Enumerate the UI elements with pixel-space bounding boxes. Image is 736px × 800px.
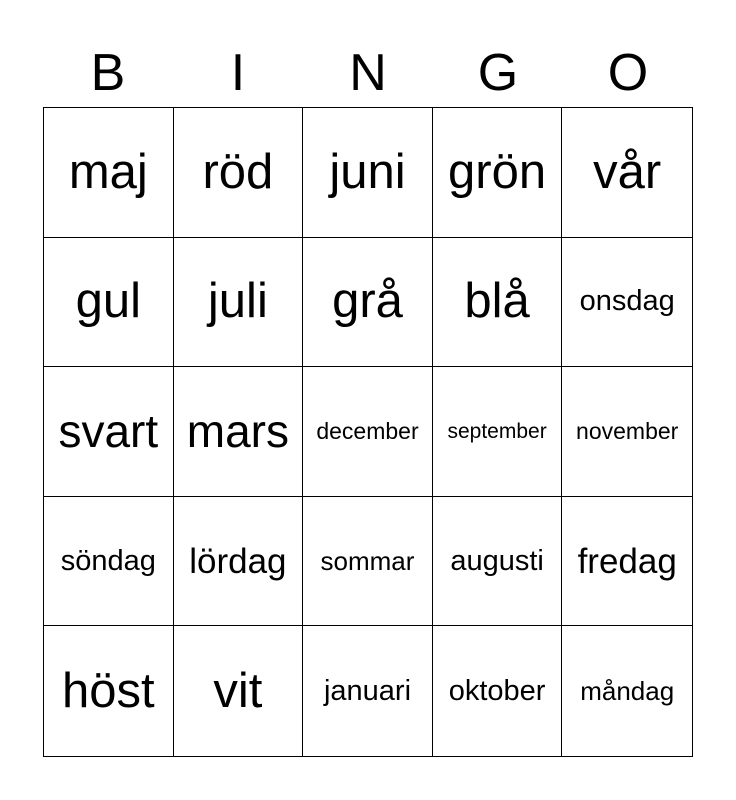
cell-label: måndag <box>580 676 675 707</box>
bingo-cell[interactable] <box>44 367 174 497</box>
bingo-cell[interactable] <box>433 367 563 497</box>
cell-label: augusti <box>450 544 544 577</box>
bingo-header <box>43 40 693 106</box>
cell-label: vår <box>593 144 662 199</box>
header-letter-n: N <box>349 44 387 102</box>
bingo-board <box>43 107 693 757</box>
header-letter-i: I <box>230 44 246 102</box>
cell-label: onsdag <box>579 285 675 318</box>
header-letter-g: G <box>477 44 519 102</box>
cell-label: december <box>316 417 419 444</box>
cell-label: september <box>447 419 547 443</box>
bingo-cell[interactable] <box>433 238 563 368</box>
bingo-cell[interactable] <box>562 626 692 756</box>
cell-label: november <box>576 417 679 444</box>
bingo-cell[interactable] <box>562 497 692 627</box>
cell-label: januari <box>323 674 412 707</box>
bingo-cell[interactable] <box>433 626 563 756</box>
bingo-cell[interactable] <box>174 238 304 368</box>
bingo-cell[interactable] <box>303 626 433 756</box>
cell-label: juni <box>329 144 406 199</box>
cell-label: svart <box>58 405 159 458</box>
cell-label: söndag <box>60 544 156 577</box>
bingo-cell[interactable] <box>433 497 563 627</box>
cell-label: blå <box>464 274 530 329</box>
bingo-cell[interactable] <box>303 367 433 497</box>
bingo-cell[interactable] <box>44 108 174 238</box>
cell-label: juli <box>207 274 268 329</box>
cell-label: höst <box>61 663 155 718</box>
cell-label: röd <box>202 144 274 199</box>
cell-label: maj <box>68 144 148 199</box>
cell-label: vit <box>213 663 263 718</box>
bingo-cell[interactable] <box>303 497 433 627</box>
bingo-cell[interactable] <box>44 238 174 368</box>
cell-label: oktober <box>448 674 546 707</box>
bingo-cell[interactable] <box>44 497 174 627</box>
bingo-cell[interactable] <box>44 626 174 756</box>
bingo-cell[interactable] <box>562 238 692 368</box>
cell-label: fredag <box>577 541 677 581</box>
bingo-cell[interactable] <box>433 108 563 238</box>
header-letter-b: B <box>90 44 126 102</box>
bingo-cell[interactable] <box>562 108 692 238</box>
cell-label: lördag <box>189 541 287 581</box>
bingo-cell[interactable] <box>174 497 304 627</box>
cell-label: gul <box>75 274 141 329</box>
header-letter-o: O <box>607 44 649 102</box>
cell-label: mars <box>186 405 289 458</box>
bingo-cell[interactable] <box>174 367 304 497</box>
cell-label: sommar <box>320 546 415 577</box>
cell-label: grön <box>448 144 547 199</box>
cell-label: grå <box>332 274 403 329</box>
bingo-cell[interactable] <box>174 626 304 756</box>
bingo-cell[interactable] <box>303 108 433 238</box>
bingo-cell[interactable] <box>562 367 692 497</box>
bingo-cell[interactable] <box>174 108 304 238</box>
bingo-cell[interactable] <box>303 238 433 368</box>
